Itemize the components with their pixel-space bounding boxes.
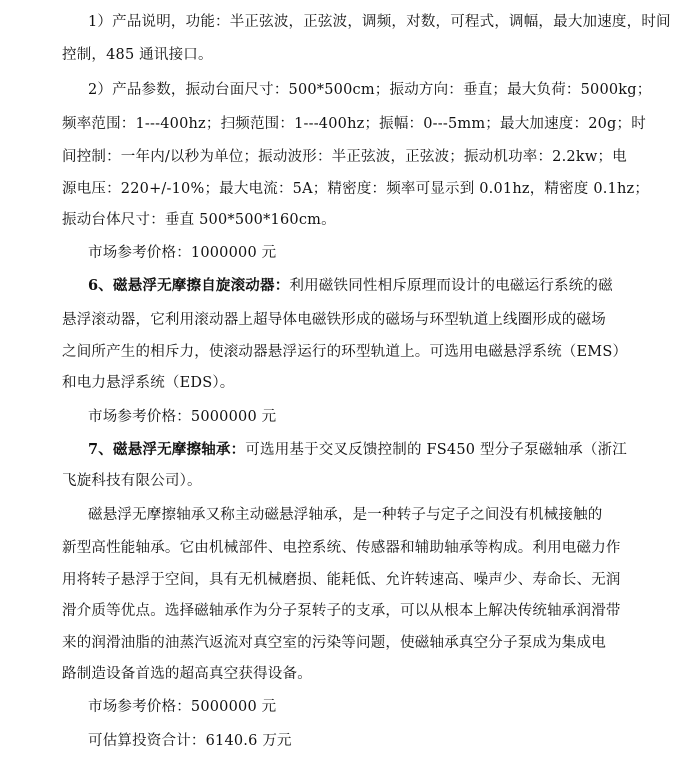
text-span: 可选用基于交叉反馈控制的 FS450 型分子泵磁轴承（浙江 [245, 442, 627, 458]
text-line: 1）产品说明，功能：半正弦波，正弦波，调频，对数，可程式，调幅，最大加速度，时间 [88, 14, 671, 30]
text-line: 路制造设备首选的超高真空获得设备。 [62, 666, 312, 682]
text-line: 磁悬浮无摩擦轴承又称主动磁悬浮轴承，是一种转子与定子之间没有机械接触的 [88, 507, 603, 523]
text-line: 控制，485 通讯接口。 [62, 47, 213, 63]
text-line: 2）产品参数，振动台面尺寸：500*500cm；振动方向：垂直；最大负荷：5000kg； [88, 82, 652, 98]
text-line: 振动台体尺寸：垂直 500*500*160cm。 [62, 212, 336, 228]
section-heading: 7、磁悬浮无摩擦轴承： [88, 441, 246, 458]
text-line: 间控制：一年内/以秒为单位；振动波形：半正弦波，正弦波；振动机功率：2.2kw；电 [62, 149, 627, 165]
text-line: 来的润滑油脂的油蒸汽返流对真空室的污染等问题，使磁轴承真空分子泵成为集成电 [62, 635, 606, 651]
section-heading: 6、磁悬浮无摩擦自旋滚动器： [88, 277, 290, 294]
text-line: 用将转子悬浮于空间，具有无机械磨损、能耗低、允许转速高、噪声少、寿命长、无润 [62, 572, 621, 588]
text-line: 滑介质等优点。选择磁轴承作为分子泵转子的支承，可以从根本上解决传统轴承润滑带 [62, 603, 621, 619]
text-span: 利用磁铁同性相斥原理而设计的电磁运行系统的磁 [289, 278, 613, 294]
section-6-first-line [88, 276, 613, 296]
text-line: 飞旋科技有限公司）。 [62, 473, 202, 489]
price-line: 市场参考价格：5000000 元 [88, 409, 277, 425]
text-line: 和电力悬浮系统（EDS）。 [62, 375, 235, 391]
text-line: 频率范围：1---400hz；扫频范围：1---400hz；振幅：0---5mm；最大加速度：20g；时 [62, 116, 646, 132]
total-investment-line: 可估算投资合计：6140.6 万元 [88, 733, 292, 749]
price-line: 市场参考价格：5000000 元 [88, 699, 277, 715]
section-7-first-line [88, 440, 627, 460]
text-line: 悬浮滚动器，它利用滚动器上超导体电磁铁形成的磁场与环型轨道上线圈形成的磁场 [62, 312, 606, 328]
text-line: 新型高性能轴承。它由机械部件、电控系统、传感器和辅助轴承等构成。利用电磁力作 [62, 540, 621, 556]
text-line: 源电压：220+/-10%；最大电流：5A；精密度：频率可显示到 0.01hz，精密度 0.1hz； [62, 181, 650, 197]
text-line: 之间所产生的相斥力，使滚动器悬浮运行的环型轨道上。可选用电磁悬浮系统（EMS） [62, 344, 628, 360]
price-line: 市场参考价格：1000000 元 [88, 245, 277, 261]
